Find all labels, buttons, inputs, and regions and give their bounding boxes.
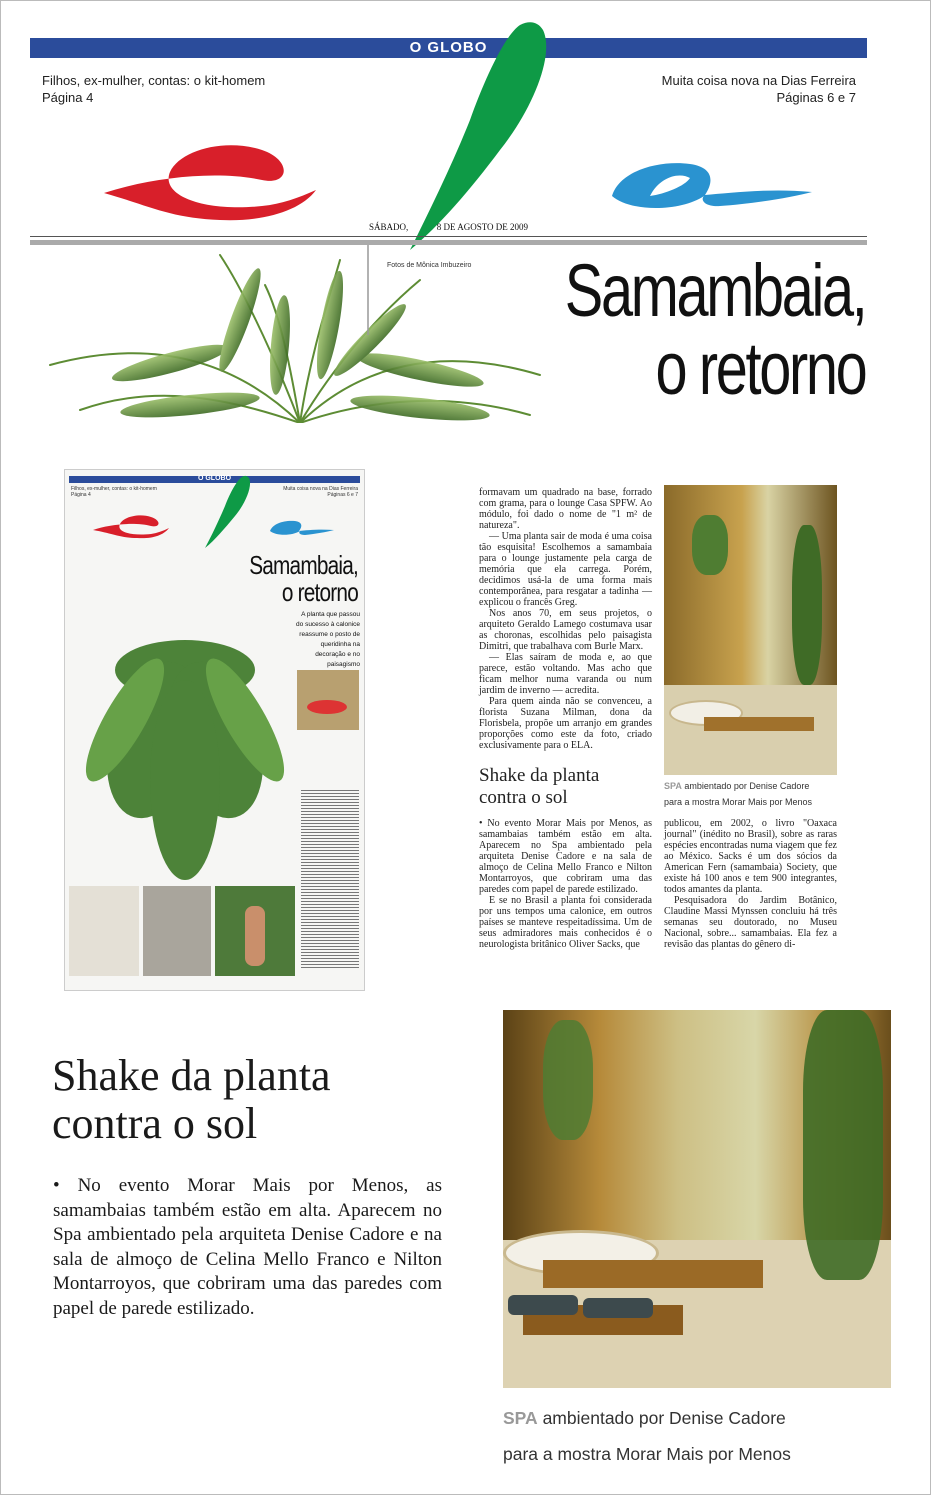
brand-name: O GLOBO <box>409 39 488 56</box>
photo-caption-small: SPA ambientado por Denise Cadore para a mostra Morar Mais por Menos <box>664 781 813 807</box>
thumb-photo-model <box>215 886 295 976</box>
thumb-photo-wallpaper <box>143 886 211 976</box>
article-paragraph: Nos anos 70, em seus projetos, o arquiteto Geraldo Lamego costumava usar as choronas, escolhidas pelo paisagista Dimitri, que trabalhava com Burle Marx. <box>479 608 652 652</box>
article-subhead: Shake da planta contra o sol <box>479 765 600 808</box>
thumb-text-column <box>301 790 359 970</box>
spa-photo-large <box>503 1010 891 1388</box>
spa-photo-small <box>664 485 837 775</box>
thumb-fern-photo <box>65 630 305 890</box>
article-paragraph: Pesquisadora do Jardim Botânico, Claudine Massi Mynssen concluiu há três semanas seu doutorado, no Museu Nacional, sobre... samambaias. Ela fez a revisão das plantas do gênero di- <box>664 895 837 950</box>
article-column-bottom-right <box>664 818 837 950</box>
date-full: 8 DE AGOSTO DE 2009 <box>436 222 529 232</box>
date-day: SÁBADO, <box>368 222 409 232</box>
logo-letter-e <box>104 145 316 220</box>
caption-tag: SPA <box>503 1408 538 1428</box>
thumb-headline: Samambaia, o retorno <box>249 550 358 607</box>
logo-letter-a <box>612 163 812 208</box>
thumb-teaser-left: Filhos, ex-mulher, contas: o kit-homem Página 4 <box>71 486 157 498</box>
article-paragraph: — Elas saíram de moda e, ao que parece, estão voltando. Mas acho que ficam melhor numa varanda ou num jardim de inverno — acredita. <box>479 652 652 696</box>
enlarged-subhead: Shake da planta contra o sol <box>52 1051 331 1148</box>
article-paragraph: — Uma planta sair de moda é uma coisa tão esquisita! Escolhemos a samambaia para o lounge justamente pela carga de memória que ela carrega. Porém, decidimos usá-la de uma forma mais contemporânea, para resgatar a tadinha — explicou o francês Greg. <box>479 531 652 608</box>
article-paragraph: formavam um quadrado na base, forrado com grama, para o lounge Casa SPFW. Ao módulo, foi dado o nome de "1 m² de natureza". <box>479 487 652 531</box>
article-paragraph: Para quem ainda não se convenceu, a florista Suzana Milman, dona da Florisbela, propõe um arranjo em grandes proporções como este da foto, criado exclusivamente para o ELA. <box>479 696 652 751</box>
thumb-teaser-right: Muita coisa nova na Dias Ferreira Páginas 6 e 7 <box>283 486 358 498</box>
photo-credit: Fotos de Mônica Imbuzeiro <box>387 262 472 269</box>
article-paragraph: E se no Brasil a planta foi considerada por uns tempos uma calonice, em outros países se manteve respeitadíssima. Um de seus admiradores mais conhecidos é o neurologista britânico Oliver Sacks, que <box>479 895 652 950</box>
page-thumbnail[interactable] <box>64 469 365 991</box>
headline-line1: Samambaia, <box>564 249 865 332</box>
teaser-right-page: Páginas 6 e 7 <box>776 90 856 105</box>
headline-line2: o retorno <box>655 327 865 410</box>
enlarged-body: • No evento Morar Mais por Menos, as samambaias também estão em alta. Aparecem no Spa ambientado pela arquiteta Denise Cadore e na sala de almoço de Celina Mello Franco e Nilton Montarroyos, que cobriram uma das paredes com papel de parede estilizado. <box>53 1175 442 1319</box>
thumb-deck: A planta que passou do sucesso à calonice reassume o posto de queridinha na decoração e no paisagismo <box>296 611 360 668</box>
article-column-bottom-left <box>479 818 652 950</box>
headline <box>564 249 865 410</box>
teaser-left-page: Página 4 <box>42 90 94 105</box>
fern-photo <box>40 245 560 423</box>
teaser-right-title: Muita coisa nova na Dias Ferreira <box>661 73 856 88</box>
logo-letter-l <box>410 22 546 250</box>
header-rule <box>30 236 867 237</box>
dateline <box>30 222 867 232</box>
article-paragraph: publicou, em 2002, o livro "Oaxaca journal" (inédito no Brasil), sobre as raras espécies encontradas numa viagem que fez ao México. Sacks é um dos sócios da American Fern (samambaia) Society, que existe há 100 anos e tem 900 integrantes, todos amantes da planta. <box>664 818 837 895</box>
photo-caption-large: SPA ambientado por Denise Cadore para a mostra Morar Mais por Menos <box>503 1408 791 1464</box>
caption-tag: SPA <box>664 781 682 791</box>
thumb-table-photo <box>297 670 359 730</box>
thumb-ela-logo <box>65 470 364 550</box>
ela-logo <box>0 0 931 260</box>
teaser-left-title: Filhos, ex-mulher, contas: o kit-homem <box>42 73 266 88</box>
thumb-photo-woman <box>69 886 139 976</box>
article-paragraph: • No evento Morar Mais por Menos, as samambaias também estão em alta. Aparecem no Spa ambientado pela arquiteta Denise Cadore e na sala de almoço de Celina Mello Franco e Nilton Montarroyos, que cobriram uma das paredes com papel de parede estilizado. <box>479 818 652 895</box>
thumb-brand: O GLOBO <box>197 475 232 482</box>
article-column-top <box>479 487 652 751</box>
